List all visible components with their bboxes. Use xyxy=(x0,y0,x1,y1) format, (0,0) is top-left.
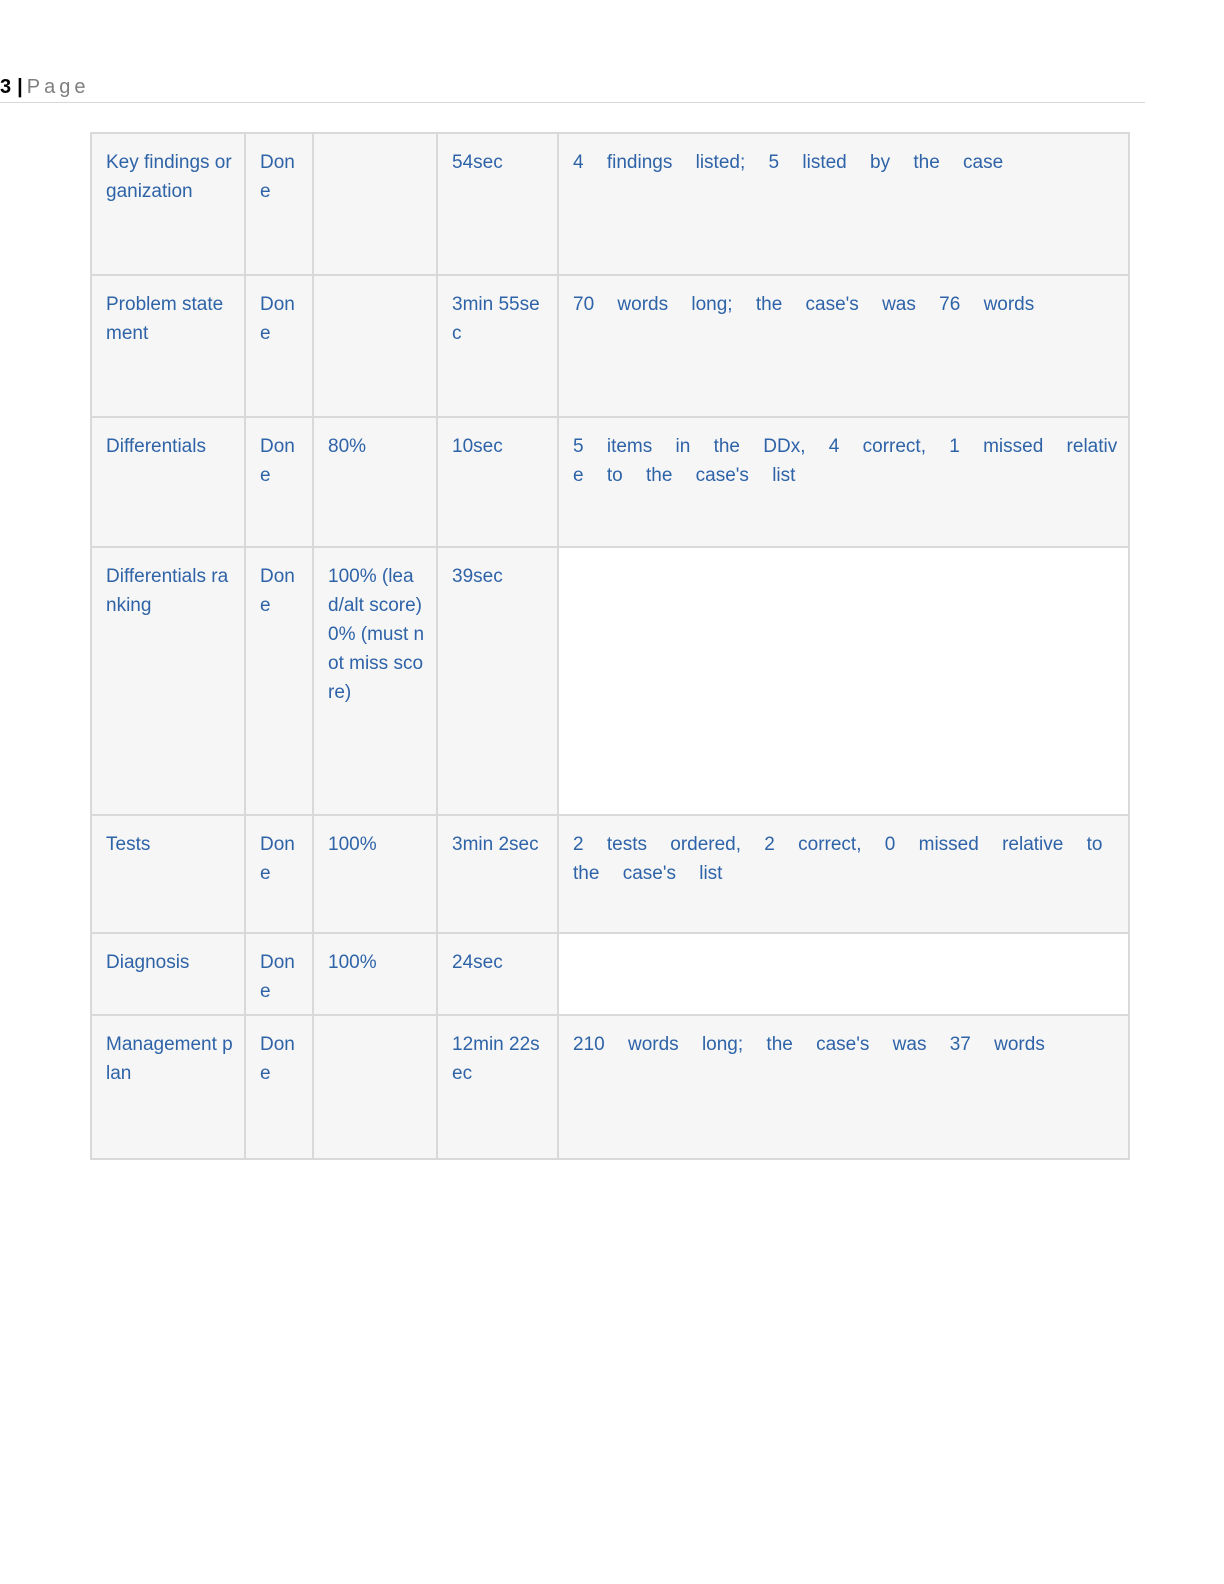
step-cell: Differentials xyxy=(91,417,245,547)
score-cell: 80% xyxy=(313,417,437,547)
table-row xyxy=(91,547,1129,815)
status-cell: Done xyxy=(245,547,313,815)
page-number-label xyxy=(0,76,89,99)
step-cell: Key findings organization xyxy=(91,133,245,275)
score-cell xyxy=(313,275,437,417)
table-row xyxy=(91,933,1129,1015)
score-cell xyxy=(313,1015,437,1159)
time-cell: 24sec xyxy=(437,933,558,1015)
comment-cell: 70 words long; the case's was 76 words xyxy=(558,275,1129,417)
status-cell: Done xyxy=(245,933,313,1015)
step-cell: Diagnosis xyxy=(91,933,245,1015)
evaluation-table xyxy=(90,132,1130,1160)
status-cell: Done xyxy=(245,275,313,417)
comment-cell: 2 tests ordered, 2 correct, 0 missed relative to the case's list xyxy=(558,815,1129,933)
time-cell: 3min 2sec xyxy=(437,815,558,933)
time-cell: 39sec xyxy=(437,547,558,815)
step-cell: Tests xyxy=(91,815,245,933)
time-cell: 12min 22sec xyxy=(437,1015,558,1159)
page-number: 3 xyxy=(0,76,12,98)
comment-cell: 4 findings listed; 5 listed by the case xyxy=(558,133,1129,275)
page-word: Page xyxy=(26,76,90,98)
table-row xyxy=(91,1015,1129,1159)
score-cell xyxy=(313,133,437,275)
status-cell: Done xyxy=(245,1015,313,1159)
time-cell: 54sec xyxy=(437,133,558,275)
step-cell: Differentials ranking xyxy=(91,547,245,815)
status-cell: Done xyxy=(245,815,313,933)
status-cell: Done xyxy=(245,133,313,275)
step-cell: Management plan xyxy=(91,1015,245,1159)
table-row xyxy=(91,275,1129,417)
comment-cell xyxy=(558,547,1129,815)
score-cell: 100% xyxy=(313,933,437,1015)
step-cell: Problem statement xyxy=(91,275,245,417)
comment-cell: 5 items in the DDx, 4 correct, 1 missed relative to the case's list xyxy=(558,417,1129,547)
status-cell: Done xyxy=(245,417,313,547)
comment-cell xyxy=(558,933,1129,1015)
score-cell: 100% (lead/alt score) 0% (must not miss score) xyxy=(313,547,437,815)
page-separator: | xyxy=(17,76,23,98)
score-cell: 100% xyxy=(313,815,437,933)
table-row xyxy=(91,417,1129,547)
page-header xyxy=(0,72,1145,103)
time-cell: 3min 55sec xyxy=(437,275,558,417)
table-row xyxy=(91,815,1129,933)
table-row xyxy=(91,133,1129,275)
comment-cell: 210 words long; the case's was 37 words xyxy=(558,1015,1129,1159)
time-cell: 10sec xyxy=(437,417,558,547)
